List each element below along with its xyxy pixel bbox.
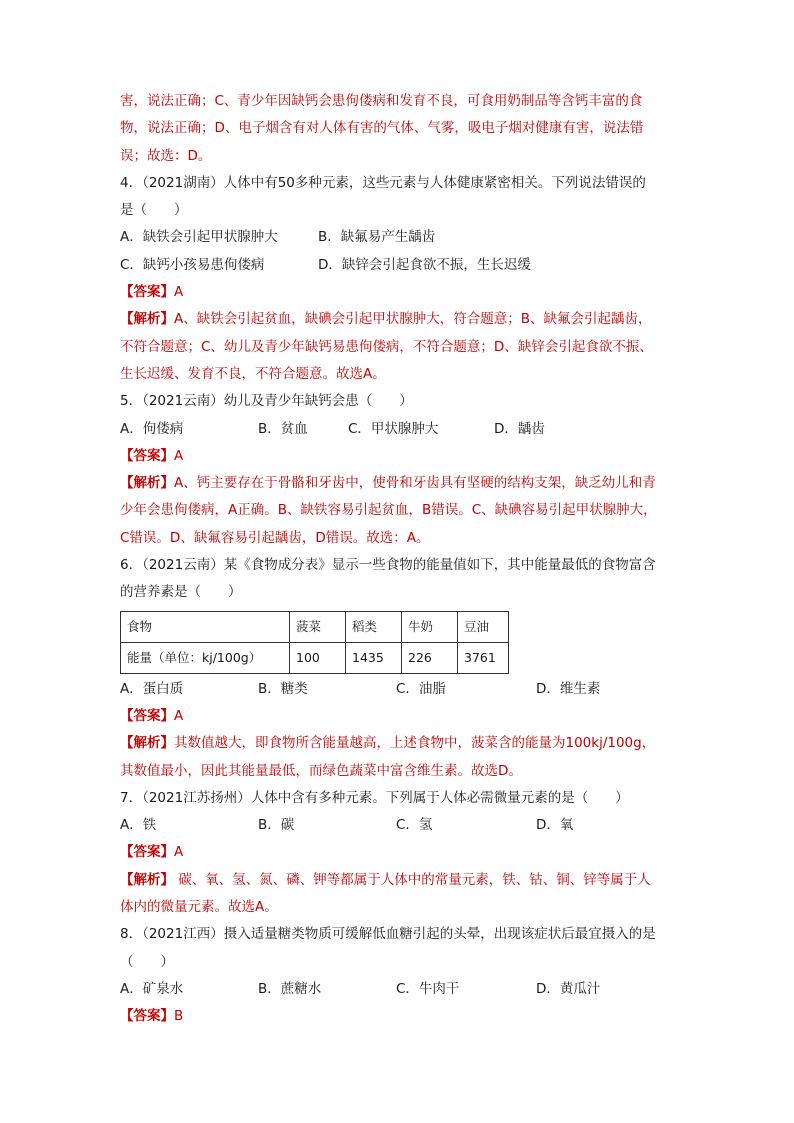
answer-line (120, 703, 680, 730)
answer-value: B (174, 1008, 184, 1025)
analysis-tag: 【解析】 (120, 871, 174, 888)
analysis-text: C错误。D、缺氟容易引起龋齿，D错误。故选：A。 (120, 529, 430, 546)
analysis-text: A、钙主要存在于骨骼和牙齿中，使骨和牙齿具有坚硬的结构支架，缺乏幼儿和青 (174, 475, 656, 492)
food-energy-table (120, 611, 509, 674)
option-d: D．缺锌会引起食欲不振，生长迟缓 (318, 256, 531, 273)
answer-line (120, 443, 680, 470)
option-c: C．牛肉干 (396, 980, 460, 997)
analysis-text: 生长迟缓、发育不良，不符合题意。故选A。 (120, 365, 386, 382)
option-d: D．龋齿 (494, 420, 545, 437)
question-5 (120, 388, 680, 552)
question-stem: 的营养素是（ ） (120, 584, 242, 601)
answer-line (120, 279, 680, 306)
table-header-cell: 稻类 (346, 611, 402, 642)
option-b: B．蔗糖水 (258, 980, 322, 997)
option-a: A．矿泉水 (120, 980, 184, 997)
question-stem: 7．（2021江苏扬州）人体中含有多种元素。下列属于人体必需微量元素的是（ ） (120, 789, 629, 806)
table-header-cell: 豆油 (458, 611, 509, 642)
text-line: 误；故选：D。 (120, 147, 212, 164)
option-c: C．氢 (396, 817, 433, 834)
text-line: 害，说法正确；C、青少年因缺钙会患佝偻病和发育不良，可食用奶制品等含钙丰富的食 (120, 93, 643, 109)
answer-value: A (174, 707, 184, 724)
option-b: B．贫血 (258, 420, 308, 437)
options-row (120, 676, 680, 703)
option-c: C．油脂 (396, 680, 446, 697)
answer-tag: 【答案】 (120, 284, 174, 301)
table-cell: 能量（单位：kj/100g） (121, 642, 290, 673)
analysis-text: 体内的微量元素。故选A。 (120, 899, 278, 916)
analysis-tag: 【解析】 (120, 475, 174, 492)
question-stem: 8．（2021江西）摄入适量糖类物质可缓解低血糖引起的头晕，出现该症状后最宜摄入的是 (120, 926, 656, 943)
options-row (120, 416, 680, 443)
table-row (121, 611, 509, 642)
table-header-cell: 食物 (121, 611, 290, 642)
answer-tag: 【答案】 (120, 1008, 174, 1025)
table-header-cell: 牛奶 (402, 611, 458, 642)
question-4 (120, 170, 680, 388)
answer-tag: 【答案】 (120, 447, 174, 464)
table-cell: 226 (402, 642, 458, 673)
document-page (120, 88, 680, 1031)
analysis-text: 不符合题意；C、幼儿及青少年缺钙易患佝偻病，不符合题意；D、缺锌会引起食欲不振、 (120, 338, 653, 355)
analysis-text: 碳、氧、氢、氮、磷、钾等都属于人体中的常量元素，铁、钴、铜、锌等属于人 (174, 871, 651, 888)
answer-line (120, 839, 680, 866)
option-b: B．缺氟易产生龋齿 (318, 229, 436, 246)
question-6 (120, 552, 680, 785)
answer-tag: 【答案】 (120, 707, 174, 724)
table-cell: 1435 (346, 642, 402, 673)
question-stem: 是（ ） (120, 202, 188, 219)
option-c: C．甲状腺肿大 (348, 420, 439, 437)
question-stem: 6．（2021云南）某《食物成分表》显示一些食物的能量值如下，其中能量最低的食物富含 (120, 557, 656, 574)
analysis-tag: 【解析】 (120, 311, 174, 328)
option-b: B．糖类 (258, 680, 308, 697)
table-row (121, 642, 509, 673)
option-d: D．维生素 (536, 680, 601, 697)
option-a: A．蛋白质 (120, 680, 184, 697)
analysis-line (120, 867, 680, 894)
question-7 (120, 785, 680, 921)
answer-value: A (174, 447, 184, 464)
question-stem: （ ） (120, 953, 174, 970)
option-a: A．缺铁会引起甲状腺肿大 (120, 229, 278, 246)
analysis-text: A、缺铁会引起贫血，缺碘会引起甲状腺肿大，符合题意；B、缺氟会引起龋齿， (174, 311, 652, 328)
table-header-cell: 菠菜 (290, 611, 346, 642)
analysis-text: 少年会患佝偻病，A正确。B、缺铁容易引起贫血，B错误。C、缺碘容易引起甲状腺肿大， (120, 502, 657, 519)
option-a: A．佝偻病 (120, 420, 184, 437)
options-row (120, 224, 680, 251)
analysis-text: 其数值越大，即食物所含能量越高，上述食物中，菠菜含的能量为100kj/100g， (174, 735, 656, 752)
analysis-line (120, 470, 680, 497)
previous-analysis-continuation (120, 88, 680, 170)
table-cell: 100 (290, 642, 346, 673)
answer-value: A (174, 284, 184, 301)
options-row (120, 252, 680, 279)
analysis-line (120, 730, 680, 757)
text-line: 物，说法正确；D、电子烟含有对人体有害的气体、气雾，吸电子烟对健康有害，说法错 (120, 120, 644, 137)
option-d: D．氧 (536, 817, 574, 834)
question-stem: 5．（2021云南）幼儿及青少年缺钙会患（ ） (120, 393, 413, 410)
option-b: B．碳 (258, 817, 295, 834)
options-row (120, 976, 680, 1003)
question-8 (120, 921, 680, 1030)
option-a: A．铁 (120, 817, 157, 834)
options-row (120, 812, 680, 839)
analysis-tag: 【解析】 (120, 735, 174, 752)
analysis-line (120, 306, 680, 333)
question-stem: 4．（2021湖南）人体中有50多种元素，这些元素与人体健康紧密相关。下列说法错误的 (120, 174, 646, 191)
answer-tag: 【答案】 (120, 844, 174, 861)
answer-value: A (174, 844, 184, 861)
table-cell: 3761 (458, 642, 509, 673)
option-c: C．缺钙小孩易患佝偻病 (120, 256, 265, 273)
analysis-text: 其数值最小，因此其能量最低，而绿色蔬菜中富含维生素。故选D。 (120, 762, 522, 779)
answer-line (120, 1003, 680, 1030)
option-d: D．黄瓜汁 (536, 980, 601, 997)
